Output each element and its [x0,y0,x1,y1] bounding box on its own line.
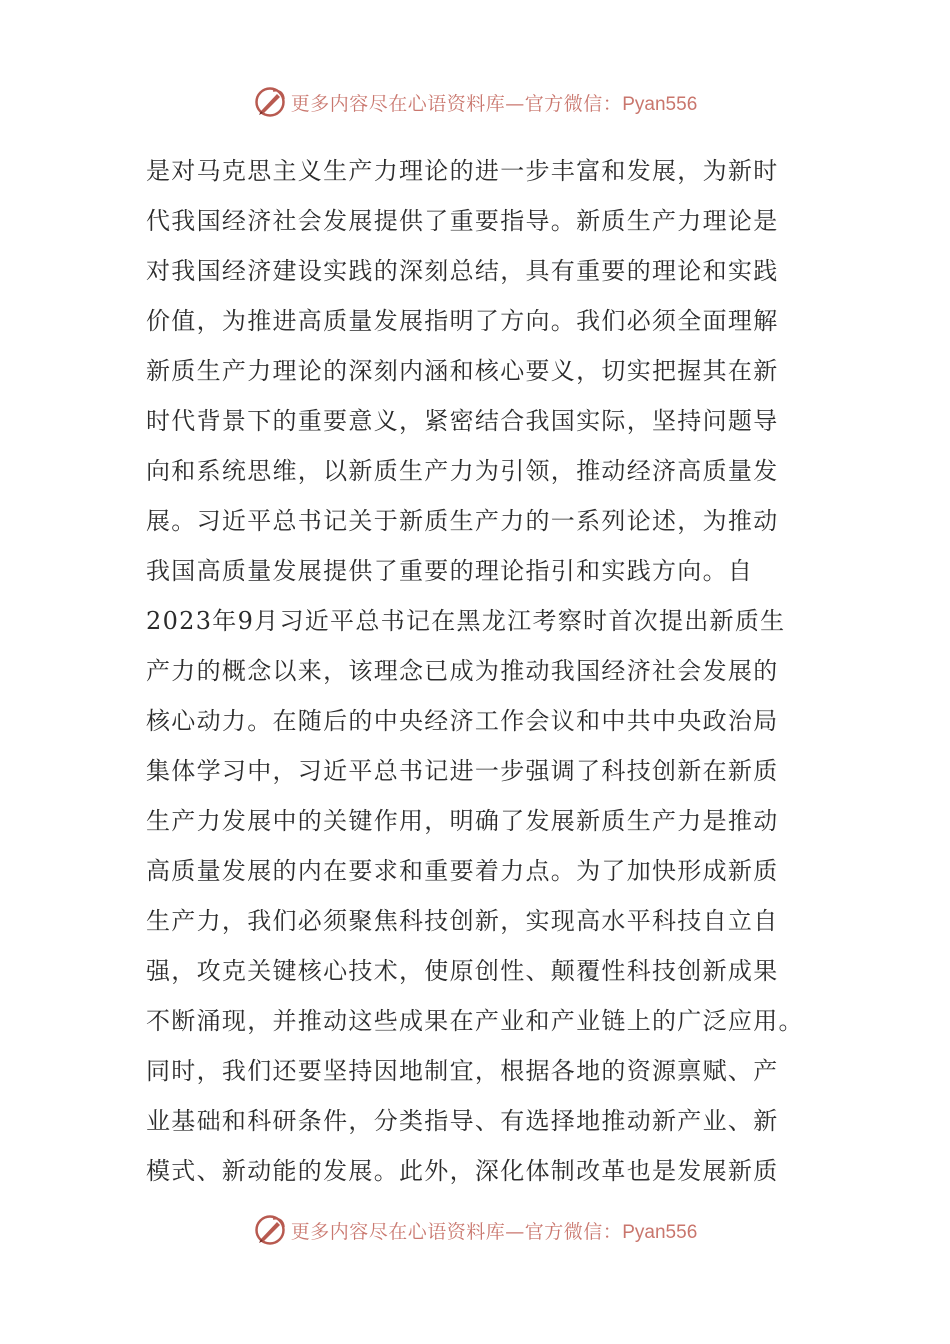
pen-circle-logo-icon [253,85,287,119]
pen-circle-logo-icon [253,1213,287,1247]
body-line: 时代背景下的重要意义，紧密结合我国实际，坚持问题导 [146,407,779,435]
document-body [146,146,846,1196]
watermark-text: 更多内容尽在心语资料库—官方微信：Pyan556 [290,92,698,115]
wechat-id: Pyan556 [622,1221,698,1243]
body-line: 代我国经济社会发展提供了重要指导。新质生产力理论是 [146,207,779,235]
watermark-text: 更多内容尽在心语资料库—官方微信：Pyan556 [290,1220,698,1243]
body-line: 高质量发展的内在要求和重要着力点。为了加快形成新质 [146,857,779,885]
body-line: 业基础和科研条件，分类指导、有选择地推动新产业、新 [146,1107,779,1135]
body-line: 强，攻克关键核心技术，使原创性、颠覆性科技创新成果 [146,957,779,985]
body-line: 我国高质量发展提供了重要的理论指引和实践方向。自 [146,557,754,585]
body-line: 新质生产力理论的深刻内涵和核心要义，切实把握其在新 [146,357,779,385]
body-line: 2023年9月习近平总书记在黑龙江考察时首次提出新质生 [146,607,786,635]
body-line: 向和系统思维，以新质生产力为引领，推动经济高质量发 [146,457,779,485]
body-line: 展。习近平总书记关于新质生产力的一系列论述，为推动 [146,507,779,535]
body-line: 不断涌现，并推动这些成果在产业和产业链上的广泛应用。 [146,1007,804,1035]
body-line: 对我国经济建设实践的深刻总结，具有重要的理论和实践 [146,257,779,285]
body-line: 价值，为推进高质量发展指明了方向。我们必须全面理解 [146,307,779,335]
wechat-id: Pyan556 [622,93,698,115]
body-line: 产力的概念以来，该理念已成为推动我国经济社会发展的 [146,657,779,685]
body-line: 同时，我们还要坚持因地制宜，根据各地的资源禀赋、产 [146,1057,779,1085]
body-line: 生产力发展中的关键作用，明确了发展新质生产力是推动 [146,807,779,835]
header-watermark [0,80,950,124]
body-line: 生产力，我们必须聚焦科技创新，实现高水平科技自立自 [146,907,779,935]
body-line: 模式、新动能的发展。此外，深化体制改革也是发展新质 [146,1157,779,1185]
body-line: 是对马克思主义生产力理论的进一步丰富和发展，为新时 [146,157,779,185]
body-line: 集体学习中，习近平总书记进一步强调了科技创新在新质 [146,757,779,785]
footer-watermark [0,1208,950,1252]
body-line: 核心动力。在随后的中央经济工作会议和中共中央政治局 [146,707,779,735]
